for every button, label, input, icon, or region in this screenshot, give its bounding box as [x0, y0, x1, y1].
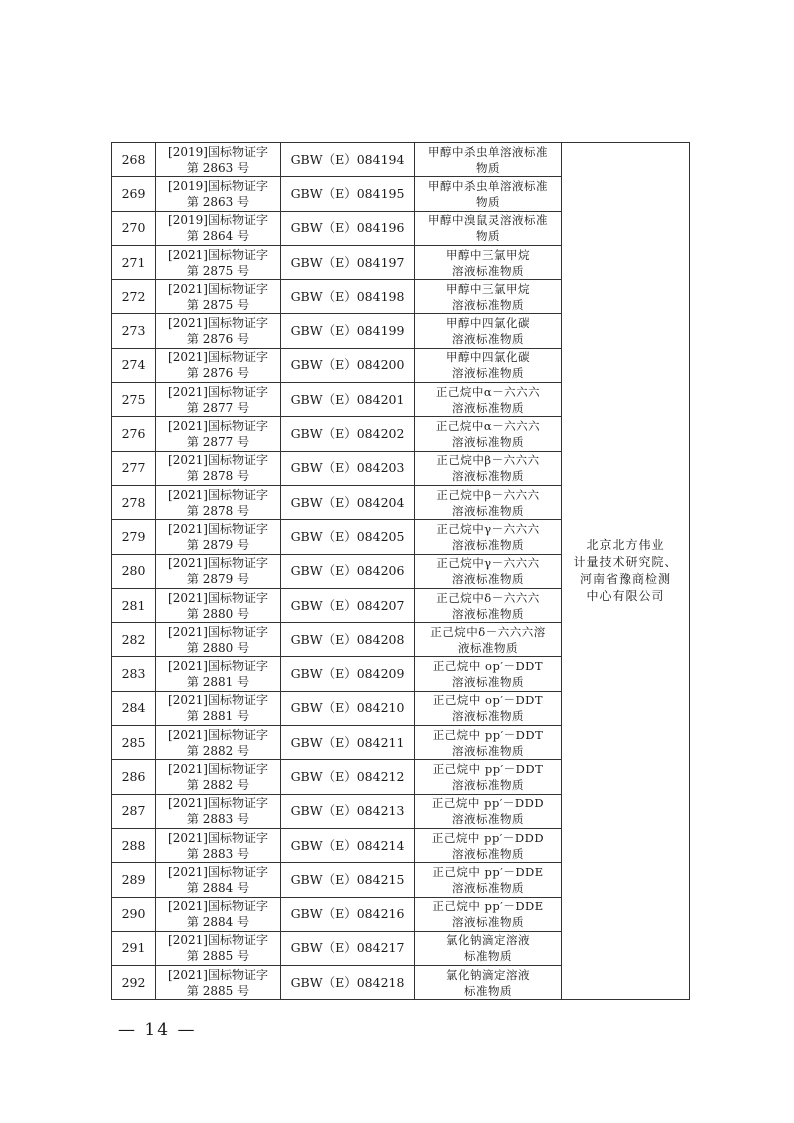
material-code: GBW（E）084208 — [281, 623, 415, 657]
certificate-number-line: [2021]国标物证字 — [168, 453, 268, 468]
certificate-number-line: 第 2882 号 — [186, 743, 250, 758]
certificate-number-line: [2019]国标物证字 — [168, 144, 268, 159]
certificate-number-line: 第 2880 号 — [186, 606, 250, 621]
row-number: 275 — [112, 383, 156, 417]
material-name-cell — [415, 897, 562, 931]
certificate-number-line: 第 2881 号 — [186, 709, 250, 724]
material-name-cell — [415, 794, 562, 828]
certificate-number-cell — [156, 520, 281, 554]
material-name-cell — [415, 211, 562, 245]
material-code: GBW（E）084201 — [281, 383, 415, 417]
certificate-number-cell — [156, 211, 281, 245]
row-number: 279 — [112, 520, 156, 554]
material-name-line: 溶液标准物质 — [452, 332, 524, 347]
certificate-number-line: [2021]国标物证字 — [168, 933, 268, 948]
certificate-number-cell — [156, 348, 281, 382]
material-name-line: 正己烷中 pp′－DDT — [432, 727, 544, 742]
certificate-number-line: 第 2885 号 — [186, 949, 250, 964]
material-name-line: 溶液标准物质 — [452, 709, 524, 724]
certificate-number-cell — [156, 623, 281, 657]
certificate-number-cell — [156, 726, 281, 760]
certificate-number-line: [2021]国标物证字 — [168, 830, 268, 845]
material-name-cell — [415, 177, 562, 211]
material-name-line: 溶液标准物质 — [452, 846, 524, 861]
material-name-line: 溶液标准物质 — [452, 263, 524, 278]
material-code: GBW（E）084207 — [281, 588, 415, 622]
row-number: 274 — [112, 348, 156, 382]
material-name-cell — [415, 245, 562, 279]
material-code: GBW（E）084196 — [281, 211, 415, 245]
certificate-number-line: 第 2880 号 — [186, 640, 250, 655]
material-name-line: 溶液标准物质 — [452, 503, 524, 518]
material-name-line: 溶液标准物质 — [452, 435, 524, 450]
row-number: 281 — [112, 588, 156, 622]
certificate-number-line: [2021]国标物证字 — [168, 316, 268, 331]
row-number: 291 — [112, 931, 156, 965]
certificate-number-line: 第 2882 号 — [186, 777, 250, 792]
material-code: GBW（E）084203 — [281, 451, 415, 485]
certificate-number-line: [2021]国标物证字 — [168, 761, 268, 776]
row-number: 272 — [112, 280, 156, 314]
material-name-line: 正己烷中γ－六六六 — [436, 556, 540, 571]
row-number: 273 — [112, 314, 156, 348]
material-code: GBW（E）084195 — [281, 177, 415, 211]
certificate-number-line: [2021]国标物证字 — [168, 796, 268, 811]
material-name-line: 氯化钠滴定溶液 — [446, 967, 530, 982]
certificate-number-cell — [156, 897, 281, 931]
certificate-number-line: [2021]国标物证字 — [168, 521, 268, 536]
certificate-number-cell — [156, 828, 281, 862]
certificate-number-line: [2021]国标物证字 — [168, 487, 268, 502]
material-code: GBW（E）084209 — [281, 657, 415, 691]
material-name-line: 溶液标准物质 — [452, 880, 524, 895]
material-code: GBW（E）084197 — [281, 245, 415, 279]
material-name-line: 甲醇中四氯化碳 — [446, 350, 530, 365]
certificate-number-line: [2021]国标物证字 — [168, 899, 268, 914]
certificate-number-cell — [156, 794, 281, 828]
row-number: 282 — [112, 623, 156, 657]
material-code: GBW（E）084204 — [281, 485, 415, 519]
material-name-line: 溶液标准物质 — [452, 606, 524, 621]
material-name-line: 正己烷中α－六六六 — [435, 419, 541, 434]
material-name-line: 溶液标准物质 — [452, 400, 524, 415]
certificate-number-cell — [156, 417, 281, 451]
material-name-cell — [415, 280, 562, 314]
certificate-number-line: [2021]国标物证字 — [168, 727, 268, 742]
material-name-cell — [415, 348, 562, 382]
certificate-number-line: 第 2883 号 — [186, 846, 250, 861]
material-name-line: 溶液标准物质 — [452, 537, 524, 552]
certificate-number-line: [2021]国标物证字 — [168, 967, 268, 982]
material-name-line: 物质 — [476, 160, 500, 175]
developing-organization-cell — [562, 143, 690, 1000]
material-name-line: 甲醇中三氯甲烷 — [446, 281, 530, 296]
material-name-line: 氯化钠滴定溶液 — [446, 933, 530, 948]
material-code: GBW（E）084205 — [281, 520, 415, 554]
material-name-line: 正己烷中 op′－DDT — [432, 693, 544, 708]
certificate-number-cell — [156, 966, 281, 1000]
certificate-number-line: [2021]国标物证字 — [168, 247, 268, 262]
certificate-number-cell — [156, 691, 281, 725]
certificate-number-line: 第 2863 号 — [186, 160, 250, 175]
organization-line: 河南省豫商检测 — [579, 572, 671, 587]
certificate-number-line: 第 2877 号 — [186, 400, 250, 415]
certificate-number-cell — [156, 314, 281, 348]
material-name-line: 正己烷中β－六六六 — [436, 487, 540, 502]
material-code: GBW（E）084210 — [281, 691, 415, 725]
table-body — [112, 143, 690, 1000]
material-name-line: 正己烷中 pp′－DDD — [431, 796, 545, 811]
certificate-number-line: [2021]国标物证字 — [168, 693, 268, 708]
material-name-cell — [415, 383, 562, 417]
material-name-line: 溶液标准物质 — [452, 812, 524, 827]
certificate-number-cell — [156, 280, 281, 314]
certificate-number-line: 第 2884 号 — [186, 880, 250, 895]
material-name-line: 正己烷中α－六六六 — [435, 384, 541, 399]
certificate-number-line: [2021]国标物证字 — [168, 384, 268, 399]
certificate-number-line: [2021]国标物证字 — [168, 624, 268, 639]
material-code: GBW（E）084217 — [281, 931, 415, 965]
row-number: 284 — [112, 691, 156, 725]
material-name-line: 正己烷中β－六六六 — [436, 453, 540, 468]
material-name-cell — [415, 314, 562, 348]
certificate-number-cell — [156, 863, 281, 897]
material-name-cell — [415, 657, 562, 691]
material-name-line: 溶液标准物质 — [452, 297, 524, 312]
row-number: 292 — [112, 966, 156, 1000]
material-name-line: 正己烷中 pp′－DDE — [432, 864, 544, 879]
material-name-line: 液标准物质 — [458, 640, 518, 655]
material-name-line: 正己烷中δ－六六六溶 — [430, 624, 546, 639]
certificate-number-cell — [156, 760, 281, 794]
certificate-number-line: [2019]国标物证字 — [168, 178, 268, 193]
material-name-cell — [415, 828, 562, 862]
certificate-number-line: [2021]国标物证字 — [168, 864, 268, 879]
certificate-number-line: 第 2876 号 — [186, 366, 250, 381]
material-name-line: 标准物质 — [464, 949, 512, 964]
row-number: 289 — [112, 863, 156, 897]
material-name-cell — [415, 451, 562, 485]
material-name-line: 溶液标准物质 — [452, 366, 524, 381]
certificate-number-line: 第 2876 号 — [186, 332, 250, 347]
row-number: 288 — [112, 828, 156, 862]
material-name-cell — [415, 588, 562, 622]
material-name-cell — [415, 931, 562, 965]
certificate-number-cell — [156, 554, 281, 588]
certificate-number-cell — [156, 451, 281, 485]
material-name-cell — [415, 520, 562, 554]
page-number: — 14 — — [118, 1020, 197, 1040]
certificate-number-line: [2019]国标物证字 — [168, 213, 268, 228]
material-name-cell — [415, 143, 562, 177]
material-name-line: 正己烷中δ－六六六 — [436, 590, 540, 605]
certificate-number-cell — [156, 383, 281, 417]
certificate-number-line: [2021]国标物证字 — [168, 419, 268, 434]
material-code: GBW（E）084216 — [281, 897, 415, 931]
material-name-line: 甲醇中溴鼠灵溶液标准 — [428, 213, 548, 228]
table-row — [112, 143, 690, 177]
row-number: 268 — [112, 143, 156, 177]
certificate-number-line: 第 2875 号 — [186, 297, 250, 312]
material-name-cell — [415, 760, 562, 794]
material-code: GBW（E）084211 — [281, 726, 415, 760]
material-code: GBW（E）084194 — [281, 143, 415, 177]
row-number: 277 — [112, 451, 156, 485]
certificate-number-line: 第 2879 号 — [186, 572, 250, 587]
material-code: GBW（E）084213 — [281, 794, 415, 828]
material-name-line: 溶液标准物质 — [452, 743, 524, 758]
row-number: 280 — [112, 554, 156, 588]
material-code: GBW（E）084218 — [281, 966, 415, 1000]
material-name-line: 物质 — [476, 229, 500, 244]
material-name-line: 正己烷中 pp′－DDT — [432, 761, 544, 776]
material-name-line: 甲醇中四氯化碳 — [446, 316, 530, 331]
certificate-number-line: 第 2885 号 — [186, 983, 250, 998]
material-code: GBW（E）084214 — [281, 828, 415, 862]
material-name-cell — [415, 966, 562, 1000]
row-number: 278 — [112, 485, 156, 519]
certificate-number-cell — [156, 245, 281, 279]
row-number: 271 — [112, 245, 156, 279]
row-number: 286 — [112, 760, 156, 794]
certificate-number-line: 第 2877 号 — [186, 435, 250, 450]
material-name-line: 正己烷中 pp′－DDD — [431, 830, 545, 845]
certificate-number-cell — [156, 931, 281, 965]
certificate-number-line: 第 2878 号 — [186, 469, 250, 484]
material-code: GBW（E）084206 — [281, 554, 415, 588]
material-name-cell — [415, 623, 562, 657]
certificate-number-line: [2021]国标物证字 — [168, 556, 268, 571]
certificate-number-cell — [156, 485, 281, 519]
material-name-line: 溶液标准物质 — [452, 777, 524, 792]
material-name-line: 溶液标准物质 — [452, 915, 524, 930]
material-name-cell — [415, 417, 562, 451]
certificate-number-line: 第 2884 号 — [186, 915, 250, 930]
material-name-cell — [415, 691, 562, 725]
certificate-number-line: 第 2875 号 — [186, 263, 250, 278]
certificate-number-line: 第 2879 号 — [186, 537, 250, 552]
certificate-number-cell — [156, 143, 281, 177]
material-code: GBW（E）084202 — [281, 417, 415, 451]
certification-table — [111, 142, 690, 1000]
material-name-line: 甲醇中三氯甲烷 — [446, 247, 530, 262]
certificate-number-cell — [156, 657, 281, 691]
certificate-number-line: [2021]国标物证字 — [168, 659, 268, 674]
material-name-line: 物质 — [476, 194, 500, 209]
material-name-cell — [415, 485, 562, 519]
row-number: 283 — [112, 657, 156, 691]
certificate-number-line: 第 2883 号 — [186, 812, 250, 827]
certificate-number-line: 第 2881 号 — [186, 675, 250, 690]
material-name-line: 标准物质 — [464, 983, 512, 998]
row-number: 270 — [112, 211, 156, 245]
material-name-cell — [415, 726, 562, 760]
certificate-number-line: 第 2878 号 — [186, 503, 250, 518]
material-code: GBW（E）084199 — [281, 314, 415, 348]
material-name-line: 正己烷中 op′－DDT — [432, 659, 544, 674]
row-number: 276 — [112, 417, 156, 451]
material-name-line: 溶液标准物质 — [452, 675, 524, 690]
material-name-line: 正己烷中 pp′－DDE — [432, 899, 544, 914]
material-name-cell — [415, 554, 562, 588]
row-number: 287 — [112, 794, 156, 828]
certificate-number-line: [2021]国标物证字 — [168, 281, 268, 296]
material-name-line: 甲醇中杀虫单溶液标准 — [428, 178, 548, 193]
row-number: 290 — [112, 897, 156, 931]
material-name-line: 溶液标准物质 — [452, 469, 524, 484]
row-number: 285 — [112, 726, 156, 760]
certificate-number-line: 第 2864 号 — [186, 229, 250, 244]
organization-line: 北京北方伟业 — [586, 538, 665, 553]
material-code: GBW（E）084200 — [281, 348, 415, 382]
material-code: GBW（E）084215 — [281, 863, 415, 897]
row-number: 269 — [112, 177, 156, 211]
certificate-number-line: [2021]国标物证字 — [168, 590, 268, 605]
certificate-number-cell — [156, 588, 281, 622]
organization-line: 计量技术研究院、 — [573, 555, 678, 570]
material-name-line: 正己烷中γ－六六六 — [436, 521, 540, 536]
certificate-number-line: [2021]国标物证字 — [168, 350, 268, 365]
certificate-number-cell — [156, 177, 281, 211]
certificate-number-line: 第 2863 号 — [186, 194, 250, 209]
material-code: GBW（E）084198 — [281, 280, 415, 314]
material-name-cell — [415, 863, 562, 897]
material-name-line: 溶液标准物质 — [452, 572, 524, 587]
material-name-line: 甲醇中杀虫单溶液标准 — [428, 144, 548, 159]
organization-line: 中心有限公司 — [586, 589, 665, 604]
material-code: GBW（E）084212 — [281, 760, 415, 794]
